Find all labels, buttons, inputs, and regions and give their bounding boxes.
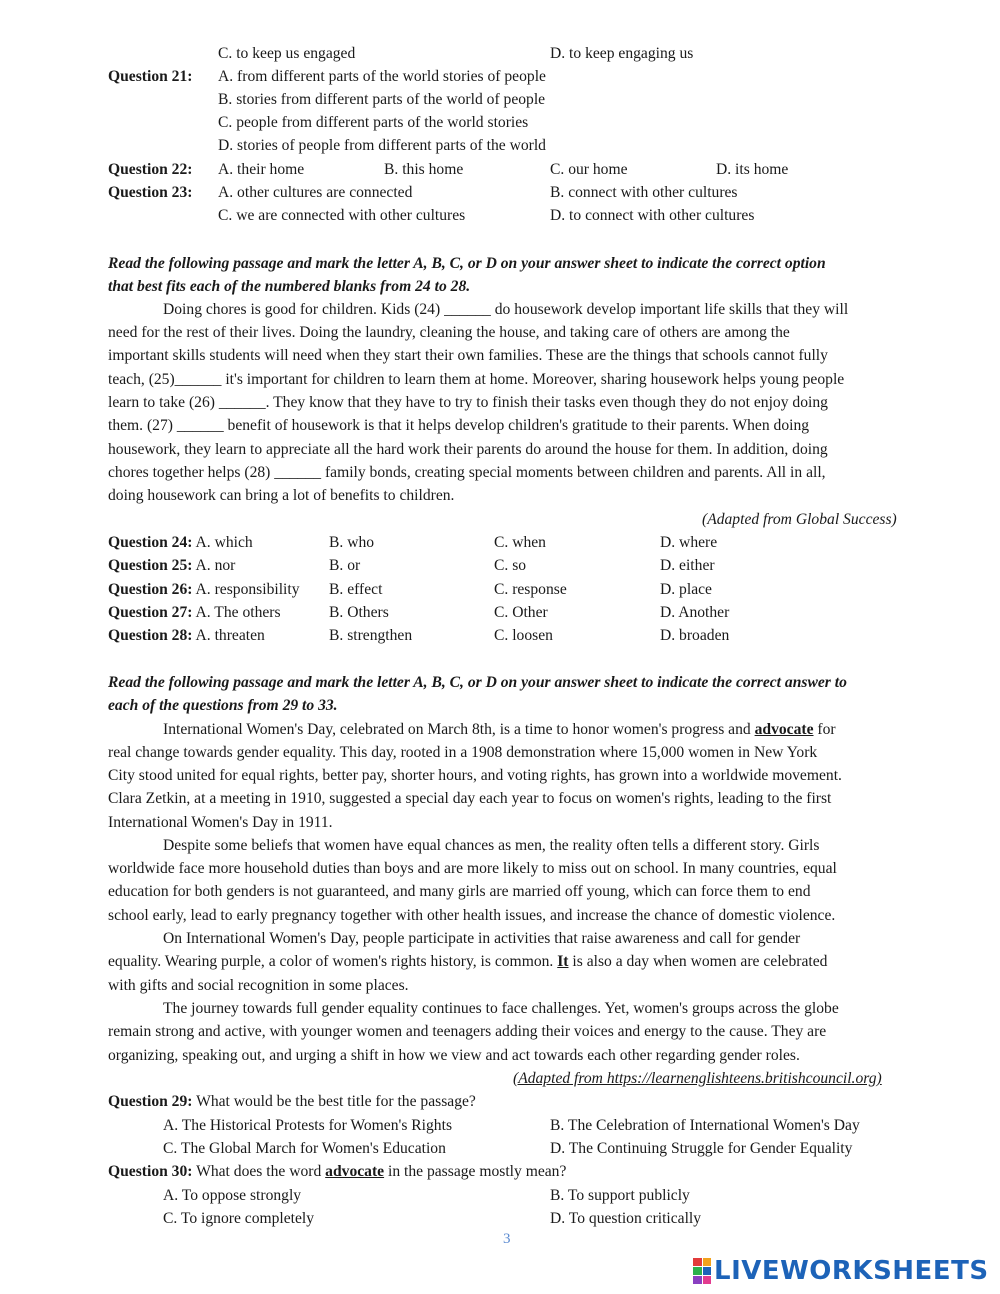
- q30-option-a: A. To oppose strongly: [163, 1187, 302, 1204]
- q25-label: Question 25:: [108, 557, 193, 574]
- q29-option-b: B. The Celebration of International Women's Day: [550, 1117, 860, 1134]
- q26-row: [108, 580, 300, 600]
- q21-option-c: C. people from different parts of the world stories: [218, 114, 529, 131]
- q30-option-c: C. To ignore completely: [163, 1210, 315, 1227]
- q29-option-a: A. The Historical Protests for Women's Rights: [163, 1117, 453, 1134]
- q30-stem: [108, 1162, 566, 1182]
- q26-option-d: D. place: [660, 581, 712, 598]
- q20-option-d: D. to keep engaging us: [550, 45, 694, 62]
- q27-option-a: A. The others: [195, 604, 281, 621]
- q25-option-a: A. nor: [195, 557, 236, 574]
- q25-option-d: D. either: [660, 557, 715, 574]
- passage1-line: housework, they learn to appreciate all the hard work their parents do around the house for them. In addition, doing: [108, 441, 828, 458]
- passage1-line: Doing chores is good for children. Kids (24) ______ do housework develop important life skills that they will: [163, 301, 849, 318]
- q23-option-d: D. to connect with other cultures: [550, 207, 755, 224]
- passage1-line: doing housework can bring a lot of benefits to children.: [108, 487, 455, 504]
- q30-keyword: advocate: [325, 1163, 385, 1180]
- q30-label: Question 30:: [108, 1163, 193, 1180]
- q23-option-a: A. other cultures are connected: [218, 184, 413, 201]
- q28-option-b: B. strengthen: [329, 627, 413, 644]
- q27-label: Question 27:: [108, 604, 193, 621]
- q30-option-b: B. To support publicly: [550, 1187, 690, 1204]
- q28-option-c: C. loosen: [494, 627, 553, 644]
- q23-label: Question 23:: [108, 184, 193, 201]
- q24-option-d: D. where: [660, 534, 718, 551]
- keyword-advocate: advocate: [754, 721, 814, 738]
- passage2-text: for: [817, 721, 836, 738]
- instruction-24-28-line2: that best fits each of the numbered blanks from 24 to 28.: [108, 278, 471, 295]
- q25-option-c: C. so: [494, 557, 527, 574]
- q24-label: Question 24:: [108, 534, 193, 551]
- q27-option-d: D. Another: [660, 604, 730, 621]
- q23-option-b: B. connect with other cultures: [550, 184, 738, 201]
- passage2-text: International Women's Day, celebrated on March 8th, is a time to honor women's progress and: [163, 721, 751, 738]
- q23-option-c: C. we are connected with other cultures: [218, 207, 466, 224]
- q28-label: Question 28:: [108, 627, 193, 644]
- q28-row: [108, 626, 265, 646]
- q27-option-c: C. Other: [494, 604, 548, 621]
- q29-option-d: D. The Continuing Struggle for Gender Equality: [550, 1140, 853, 1157]
- q30-question-pre: What does the word: [196, 1163, 322, 1180]
- q21-option-b: B. stories from different parts of the world of people: [218, 91, 546, 108]
- passage2-line: International Women's Day in 1911.: [108, 814, 333, 831]
- q26-option-a: A. responsibility: [195, 581, 300, 598]
- q21-label: Question 21:: [108, 68, 193, 85]
- instruction-24-28-line1: Read the following passage and mark the letter A, B, C, or D on your answer sheet to indicate the correct option: [108, 255, 826, 272]
- q22-label: Question 22:: [108, 161, 193, 178]
- q22-option-b: B. this home: [384, 161, 464, 178]
- q29-question: What would be the best title for the passage?: [196, 1093, 476, 1110]
- liveworksheets-logo[interactable]: [693, 1256, 989, 1286]
- instruction-29-33-line1: Read the following passage and mark the letter A, B, C, or D on your answer sheet to indicate the correct answer to: [108, 674, 847, 691]
- passage2-line: worldwide face more household duties than boys and are more likely to miss out on school. In many countries, equal: [108, 860, 837, 877]
- q26-label: Question 26:: [108, 581, 193, 598]
- passage2-line: education for both genders is not guaranteed, and many girls are married off young, which can force them to end: [108, 883, 811, 900]
- passage1-line: chores together helps (28) ______ family bonds, creating special moments between children and parents. All in all,: [108, 464, 826, 481]
- q21-option-d: D. stories of people from different parts of the world: [218, 137, 546, 154]
- logo-grid-icon: [693, 1258, 711, 1284]
- passage1-line: learn to take (26) ______. They know that they have to try to finish their tasks even though they do not enjoy doing: [108, 394, 828, 411]
- passage1-line: important skills students will need when they start their own families. These are the things that schools cannot fully: [108, 347, 828, 364]
- q30-option-d: D. To question critically: [550, 1210, 702, 1227]
- passage2-line: school early, lead to early pregnancy together with other health issues, and increase the chance of domestic violence.: [108, 907, 836, 924]
- passage2-line: On International Women's Day, people participate in activities that raise awareness and call for gender: [163, 930, 801, 947]
- passage2-source: (Adapted from https://learnenglishteens.britishcouncil.org): [513, 1070, 882, 1087]
- q29-stem: [108, 1092, 476, 1112]
- q25-row: [108, 556, 235, 576]
- q27-option-b: B. Others: [329, 604, 389, 621]
- q24-option-b: B. who: [329, 534, 375, 551]
- q25-option-b: B. or: [329, 557, 361, 574]
- q21-option-a: A. from different parts of the world stories of people: [218, 68, 546, 85]
- q27-row: [108, 603, 281, 623]
- q29-label: Question 29:: [108, 1093, 193, 1110]
- passage2-text: is also a day when women are celebrated: [572, 953, 828, 970]
- passage1-line: them. (27) ______ benefit of housework is that it helps develop children's gratitude to their parents. When doing: [108, 417, 810, 434]
- passage2-line: City stood united for equal rights, better pay, shorter hours, and voting rights, has grown into a worldwide movement.: [108, 767, 842, 784]
- passage2-line: [108, 952, 827, 972]
- q20-option-c: C. to keep us engaged: [218, 45, 356, 62]
- q26-option-c: C. response: [494, 581, 567, 598]
- instruction-29-33-line2: each of the questions from 29 to 33.: [108, 697, 338, 714]
- q22-option-a: A. their home: [218, 161, 305, 178]
- q29-option-c: C. The Global March for Women's Education: [163, 1140, 446, 1157]
- passage1-line: need for the rest of their lives. Doing the laundry, cleaning the house, and taking care of others are among the: [108, 324, 790, 341]
- q28-option-a: A. threaten: [195, 627, 265, 644]
- q28-option-d: D. broaden: [660, 627, 730, 644]
- passage2-line: Despite some beliefs that women have equal chances as men, the reality often tells a different story. Girls: [163, 837, 820, 854]
- passage2-line: The journey towards full gender equality continues to face challenges. Yet, women's groups across the globe: [163, 1000, 839, 1017]
- passage2-line: Clara Zetkin, at a meeting in 1910, suggested a special day each year to focus on women's rights, leading to the first: [108, 790, 832, 807]
- passage2-line: with gifts and social recognition in some places.: [108, 977, 409, 994]
- q24-option-c: C. when: [494, 534, 546, 551]
- passage1-source: (Adapted from Global Success): [702, 511, 897, 528]
- logo-text: LIVEWORKSHEETS: [714, 1256, 989, 1286]
- q22-option-c: C. our home: [550, 161, 628, 178]
- q22-option-d: D. its home: [716, 161, 789, 178]
- q26-option-b: B. effect: [329, 581, 383, 598]
- q24-row: [108, 533, 253, 553]
- passage2-line: [163, 720, 836, 740]
- keyword-it: It: [557, 953, 569, 970]
- passage1-line: teach, (25)______ it's important for children to learn them at home. Moreover, sharing housework helps young people: [108, 371, 845, 388]
- passage2-line: organizing, speaking out, and urging a shift in how we view and act towards each other regarding gender roles.: [108, 1047, 800, 1064]
- passage2-line: real change towards gender equality. This day, rooted in a 1908 demonstration where 15,000 women in New York: [108, 744, 818, 761]
- page-number: 3: [503, 1231, 511, 1247]
- passage2-line: remain strong and active, with younger women and teenagers adding their voices and energy to the cause. They are: [108, 1023, 827, 1040]
- q30-question-post: in the passage mostly mean?: [387, 1163, 567, 1180]
- passage2-text: equality. Wearing purple, a color of women's rights history, is common.: [108, 953, 554, 970]
- q24-option-a: A. which: [195, 534, 253, 551]
